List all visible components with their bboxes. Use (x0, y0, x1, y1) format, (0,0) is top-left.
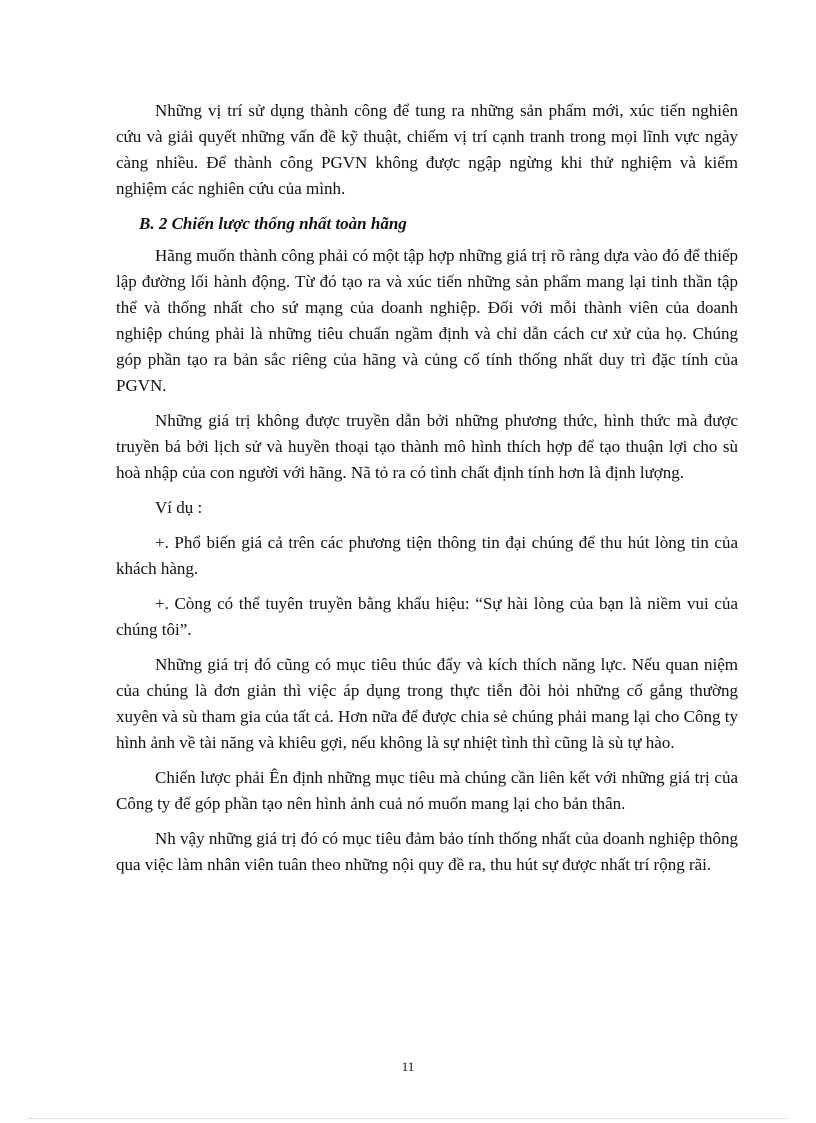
section-heading: B. 2 Chiến lược thống nhất toàn hãng (139, 214, 407, 233)
page-bottom-divider (28, 1118, 788, 1119)
paragraph-example-label: Ví dụ : (155, 498, 203, 517)
page-number: 11 (401, 1059, 415, 1074)
paragraph-strategy: Chiến lược phải Ên định những mục tiêu mà chúng cần liên kết với những giá trị của Công ty để góp phần tạo nên hình ảnh cuả nó muốn mang lại cho bản thân. (116, 768, 738, 813)
paragraph-example-1: +. Phổ biến giá cả trên các phương tiện thông tin đại chúng để thu hút lòng tin của khách hàng. (116, 533, 738, 578)
page-body (116, 98, 738, 887)
paragraph-transmission: Những giá trị không được truyền dẫn bởi những phương thức, hình thức mà được truyền bá bởi lịch sử và huyền thoại tạo thành mô hình thích hợp để tạo thuận lợi cho sù hoà nhập của con người với hãng. Nã tỏ ra có tình chất định tính hơn là định lượng. (116, 411, 738, 482)
paragraph-conclusion: Nh vậy những giá trị đó có mục tiêu đảm bảo tính thống nhất của doanh nghiệp thông qua việc làm nhân viên tuân theo những nội quy đề ra, thu hút sự được nhất trí rộng rãi. (116, 829, 738, 874)
paragraph-example-2: +. Còng có thể tuyên truyền bằng khẩu hiệu: “Sự hài lòng của bạn là niềm vui của chúng tôi”. (116, 594, 738, 639)
paragraph-innovation: Những vị trí sử dụng thành công để tung ra những sản phẩm mới, xúc tiến nghiên cứu và giải quyết những vấn đề kỹ thuật, chiếm vị trí cạnh tranh trong mọi lĩnh vực ngày càng nhiều. Để thành công PGVN không được ngập ngừng khi thử nghiệm và kiểm nghiệm các nghiên cứu của mình. (116, 101, 738, 198)
paragraph-values: Hãng muốn thành công phải có một tập hợp những giá trị rõ ràng dựa vào đó để thiếp lập đường lối hành động. Từ đó tạo ra và xúc tiến những sản phẩm mang lại tinh thần tập thể và thống nhất cho sứ mạng của doanh nghiệp. Đối với mỗi thành viên của doanh nghiệp chúng phải là những tiêu chuẩn ngầm định và chỉ dẫn cách cư xử của họ. Chúng góp phần tạo ra bản sắc riêng của hãng và củng cố tính thống nhất duy trì đặc tính của PGVN. (116, 246, 738, 395)
paragraph-motivation: Những giá trị đó cũng có mục tiêu thúc đẩy và kích thích năng lực. Nếu quan niệm của chúng là đơn giản thì việc áp dụng trong thực tiễn đòi hỏi những cố gắng thường xuyên và sù tham gia của tất cả. Hơn nữa để được chia sẻ chúng phải mang lại cho Công ty hình ảnh về tài năng và khiêu gợi, nếu không là sự nhiệt tình thì cũng là sù tự hào. (116, 655, 738, 752)
